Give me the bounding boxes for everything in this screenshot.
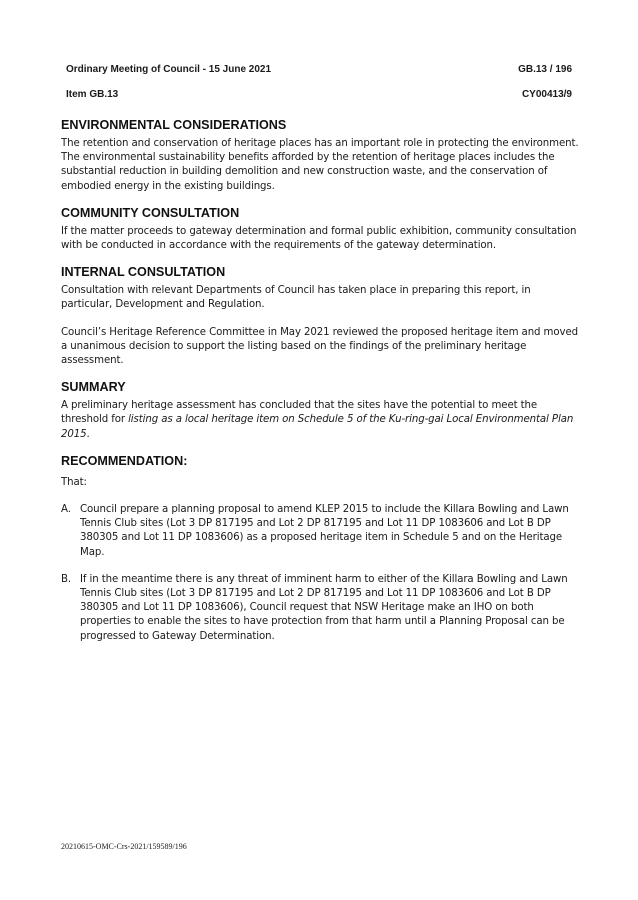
item-number: Item GB.13 bbox=[66, 89, 119, 100]
community-heading: COMMUNITY CONSULTATION bbox=[61, 205, 240, 220]
summary-text bbox=[61, 399, 579, 442]
internal-text-1: Consultation with relevant Departments of Council has taken place in preparing this report, in particular, Development and Regulation. bbox=[61, 285, 531, 311]
recommendation-section bbox=[61, 454, 579, 644]
internal-section bbox=[61, 265, 579, 368]
summary-text-end: . bbox=[86, 428, 90, 440]
recommendation-intro: That: bbox=[61, 476, 87, 488]
environmental-section bbox=[61, 118, 579, 194]
recommendation-text-a: Council prepare a planning proposal to amend KLEP 2015 to include the Killara Bowling and Lawn Tennis Club sites (Lot 3 DP 817195 and Lot 2 DP 817195 and Lot 11 DP 1083606 and Lot B DP 380305 and Lot 11 DP 1083606) as a proposed heritage item in Schedule 5 and on the Heritage Map. bbox=[80, 504, 569, 558]
recommendation-label-b: B. bbox=[61, 573, 72, 585]
internal-text-2: Council’s Heritage Reference Committee in May 2021 reviewed the proposed heritage item and moved a unanimous decision to support the listing based on the findings of the preliminary heritage assessment. bbox=[61, 326, 578, 367]
recommendation-label-a: A. bbox=[61, 504, 71, 516]
recommendation-list bbox=[61, 503, 579, 644]
environmental-text: The retention and conservation of heritage places has an important role in protecting the environment. The environmental sustainability benefits afforded by the retention of heritage places includes the substantial reduction in building demolition and new construction waste, and the conservation of embodied energy in the existing buildings. bbox=[61, 138, 579, 192]
recommendation-heading: RECOMMENDATION: bbox=[61, 453, 188, 468]
document-reference-footer: 20210615-OMC-Crs-2021/159589/196 bbox=[61, 842, 187, 851]
header-row-2 bbox=[66, 89, 572, 100]
file-reference: CY00413/9 bbox=[521, 89, 572, 100]
meeting-title: Ordinary Meeting of Council - 15 June 2021 bbox=[66, 64, 272, 75]
summary-text-italic: listing as a local heritage item on Schedule 5 of the Ku-ring-gai Local Environmental Plan 2015 bbox=[61, 414, 574, 440]
summary-heading: SUMMARY bbox=[61, 380, 126, 395]
recommendation-item-a bbox=[61, 503, 579, 560]
recommendation-text-b: If in the meantime there is any threat of imminent harm to either of the Killara Bowling and Lawn Tennis Club sites (Lot 3 DP 817195 and Lot 2 DP 817195 and Lot 11 DP 1083606 and Lot B DP 380305 and Lot 11 DP 1083606), Council request that NSW Heritage make an IHO on both properties to enable the sites to have protection from that harm until a Planning Proposal can be progressed to Gateway Determination. bbox=[80, 573, 568, 642]
report-body bbox=[61, 118, 579, 644]
summary-section bbox=[61, 380, 579, 442]
internal-heading: INTERNAL CONSULTATION bbox=[61, 265, 226, 280]
community-text: If the matter proceeds to gateway determination and formal public exhibition, community consultation with be conducted in accordance with the requirements of the gateway determination. bbox=[61, 225, 577, 252]
header-row-1 bbox=[66, 64, 572, 75]
summary-text-plain: A preliminary heritage assessment has concluded that the sites have the potential to meet the threshold for bbox=[61, 400, 538, 426]
recommendation-item-b bbox=[61, 573, 579, 644]
environmental-heading: ENVIRONMENTAL CONSIDERATIONS bbox=[61, 118, 287, 132]
community-section bbox=[61, 206, 579, 253]
page-reference: GB.13 / 196 bbox=[518, 64, 572, 75]
